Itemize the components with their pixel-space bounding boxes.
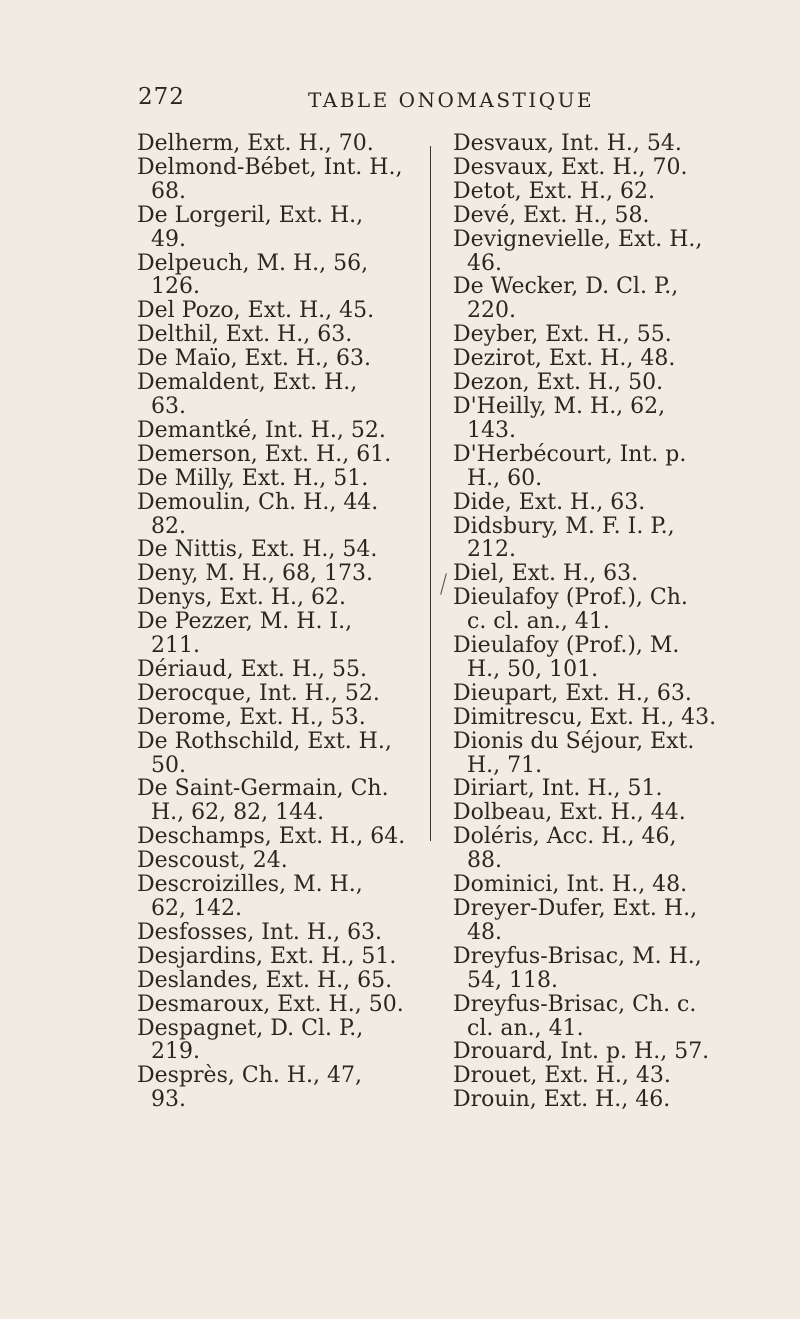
entry-line: Dreyfus-Brisac, M. H., (453, 943, 702, 969)
index-entry (453, 371, 783, 395)
entry-line: De Lorgeril, Ext. H., (137, 202, 364, 228)
index-entry (453, 801, 783, 825)
index-entry (453, 395, 783, 443)
entry-line: Desvaux, Ext. H., 70. (453, 154, 688, 180)
entry-line: Deschamps, Ext. H., 64. (137, 824, 406, 850)
entry-continuation: 88. (467, 848, 502, 874)
entry-line: Descroizilles, M. H., (137, 872, 363, 898)
index-entry (453, 1040, 783, 1064)
entry-line: D'Heilly, M. H., 62, (453, 393, 666, 419)
entry-line: Demerson, Ext. H., 61. (137, 441, 392, 467)
entry-line: Del Pozo, Ext. H., 45. (137, 298, 375, 324)
left-index-column (137, 132, 427, 1112)
index-entry (137, 347, 427, 371)
page-header (0, 84, 800, 120)
entry-line: Desvaux, Int. H., 54. (453, 131, 682, 156)
index-entry (453, 228, 783, 276)
entry-continuation: 63. (151, 393, 186, 419)
entry-line: Derocque, Int. H., 52. (137, 680, 380, 706)
entry-line: Delherm, Ext. H., 70. (137, 131, 374, 156)
entry-continuation: H., 71. (467, 752, 543, 778)
index-entry (137, 873, 427, 921)
index-entry (137, 132, 427, 156)
entry-line: Dionis du Séjour, Ext. (453, 728, 695, 754)
index-entry (453, 825, 783, 873)
index-entry (137, 969, 427, 993)
entry-continuation: 62, 142. (151, 896, 242, 921)
index-entry (137, 777, 427, 825)
entry-line: Dezirot, Ext. H., 48. (453, 346, 676, 372)
entry-continuation: H., 60. (467, 465, 543, 491)
index-entry (453, 515, 783, 563)
entry-line: De Saint-Germain, Ch. (137, 776, 389, 802)
entry-continuation: 126. (151, 274, 200, 300)
entry-line: Dezon, Ext. H., 50. (453, 370, 664, 396)
index-entry (137, 252, 427, 300)
entry-line: Devignevielle, Ext. H., (453, 226, 703, 252)
index-entry (453, 443, 783, 491)
entry-line: Deslandes, Ext. H., 65. (137, 967, 393, 993)
index-entry (453, 634, 783, 682)
index-entry (453, 156, 783, 180)
entry-continuation: 68. (151, 178, 186, 204)
index-entry (137, 682, 427, 706)
index-entry (137, 993, 427, 1017)
index-entry (137, 610, 427, 658)
index-entry (453, 204, 783, 228)
index-entry (137, 538, 427, 562)
index-entry (453, 1064, 783, 1088)
entry-line: Detot, Ext. H., 62. (453, 178, 656, 204)
index-entry (137, 562, 427, 586)
index-entry (137, 586, 427, 610)
entry-continuation: H., 50, 101. (467, 656, 599, 682)
entry-line: Deyber, Ext. H., 55. (453, 322, 672, 348)
index-entry (453, 682, 783, 706)
entry-continuation: 46. (467, 250, 502, 276)
running-title: TABLE ONOMASTIQUE (308, 88, 595, 112)
entry-line: Desmaroux, Ext. H., 50. (137, 991, 404, 1017)
entry-continuation: cl. an., 41. (467, 1015, 584, 1041)
index-entry (453, 347, 783, 371)
index-entry (137, 1017, 427, 1065)
index-entry (453, 132, 783, 156)
index-entry (137, 491, 427, 539)
entry-line: Dreyer-Dufer, Ext. H., (453, 896, 698, 921)
entry-line: Dieupart, Ext. H., 63. (453, 680, 692, 706)
entry-continuation: 82. (151, 513, 186, 539)
index-entry (453, 873, 783, 897)
entry-line: Doléris, Acc. H., 46, (453, 824, 677, 850)
index-entry (453, 275, 783, 323)
index-entry (453, 730, 783, 778)
column-divider (430, 146, 431, 841)
entry-continuation: 50. (151, 752, 186, 778)
entry-line: Dimitrescu, Ext. H., 43. (453, 704, 717, 730)
entry-line: Despagnet, D. Cl. P., (137, 1015, 364, 1041)
entry-continuation: 93. (151, 1087, 186, 1113)
index-entry (453, 180, 783, 204)
index-entry (137, 921, 427, 945)
index-entry (137, 945, 427, 969)
index-entry (453, 993, 783, 1041)
entry-continuation: 48. (467, 919, 502, 945)
entry-line: Diel, Ext. H., 63. (453, 561, 639, 587)
index-entry (137, 849, 427, 873)
entry-line: Devé, Ext. H., 58. (453, 202, 650, 228)
entry-line: Didsbury, M. F. I. P., (453, 513, 675, 539)
index-entry (453, 586, 783, 634)
index-entry (453, 777, 783, 801)
entry-continuation: 219. (151, 1039, 200, 1065)
entry-continuation: 212. (467, 537, 516, 563)
ink-mark (440, 573, 447, 595)
index-entry (453, 562, 783, 586)
entry-line: Dieulafoy (Prof.), M. (453, 633, 680, 659)
index-entry (137, 1064, 427, 1112)
entry-line: De Pezzer, M. H. I., (137, 609, 353, 635)
index-entry (453, 706, 783, 730)
index-entry (453, 491, 783, 515)
index-entry (137, 658, 427, 682)
index-entry (137, 156, 427, 204)
entry-line: Dieulafoy (Prof.), Ch. (453, 585, 688, 611)
index-entry (453, 897, 783, 945)
index-entry (137, 371, 427, 419)
entry-line: Diriart, Int. H., 51. (453, 776, 663, 802)
entry-continuation: 211. (151, 633, 200, 659)
index-entry (137, 730, 427, 778)
entry-line: Desjardins, Ext. H., 51. (137, 943, 397, 969)
entry-line: De Rothschild, Ext. H., (137, 728, 392, 754)
index-entry (137, 443, 427, 467)
entry-line: Dreyfus-Brisac, Ch. c. (453, 991, 697, 1017)
entry-line: Delpeuch, M. H., 56, (137, 250, 369, 276)
entry-continuation: 49. (151, 226, 186, 252)
index-entry (137, 204, 427, 252)
index-entry (137, 419, 427, 443)
entry-continuation: c. cl. an., 41. (467, 609, 610, 635)
entry-line: Desfosses, Int. H., 63. (137, 919, 383, 945)
entry-line: Demoulin, Ch. H., 44. (137, 489, 379, 515)
entry-line: Dide, Ext. H., 63. (453, 489, 646, 515)
entry-continuation: 143. (467, 417, 516, 443)
entry-line: Demantké, Int. H., 52. (137, 417, 386, 443)
entry-continuation: 54, 118. (467, 967, 558, 993)
index-entry (137, 706, 427, 730)
page-number: 272 (138, 84, 185, 110)
index-entry (137, 467, 427, 491)
entry-line: Drouard, Int. p. H., 57. (453, 1039, 710, 1065)
entry-line: De Milly, Ext. H., 51. (137, 465, 369, 491)
entry-line: Delmond-Bébet, Int. H., (137, 154, 403, 180)
entry-line: Drouin, Ext. H., 46. (453, 1087, 671, 1113)
right-index-column (453, 132, 783, 1112)
entry-continuation: 220. (467, 298, 516, 324)
entry-line: Deny, M. H., 68, 173. (137, 561, 373, 587)
entry-line: De Maïo, Ext. H., 63. (137, 346, 372, 372)
index-entry (137, 323, 427, 347)
entry-line: Delthil, Ext. H., 63. (137, 322, 353, 348)
index-entry (453, 945, 783, 993)
entry-line: Descoust, 24. (137, 848, 288, 874)
index-entry (137, 299, 427, 323)
entry-line: De Nittis, Ext. H., 54. (137, 537, 378, 563)
entry-continuation: H., 62, 82, 144. (151, 800, 325, 826)
entry-line: Drouet, Ext. H., 43. (453, 1063, 671, 1089)
entry-line: Derome, Ext. H., 53. (137, 704, 366, 730)
entry-line: Demaldent, Ext. H., (137, 370, 358, 396)
entry-line: D'Herbécourt, Int. p. (453, 441, 687, 467)
entry-line: De Wecker, D. Cl. P., (453, 274, 679, 300)
index-entry (453, 1088, 783, 1112)
entry-line: Dériaud, Ext. H., 55. (137, 656, 368, 682)
index-entry (453, 323, 783, 347)
index-entry (137, 825, 427, 849)
entry-line: Desprès, Ch. H., 47, (137, 1063, 362, 1089)
entry-line: Denys, Ext. H., 62. (137, 585, 346, 611)
entry-line: Dominici, Int. H., 48. (453, 872, 688, 898)
entry-line: Dolbeau, Ext. H., 44. (453, 800, 686, 826)
